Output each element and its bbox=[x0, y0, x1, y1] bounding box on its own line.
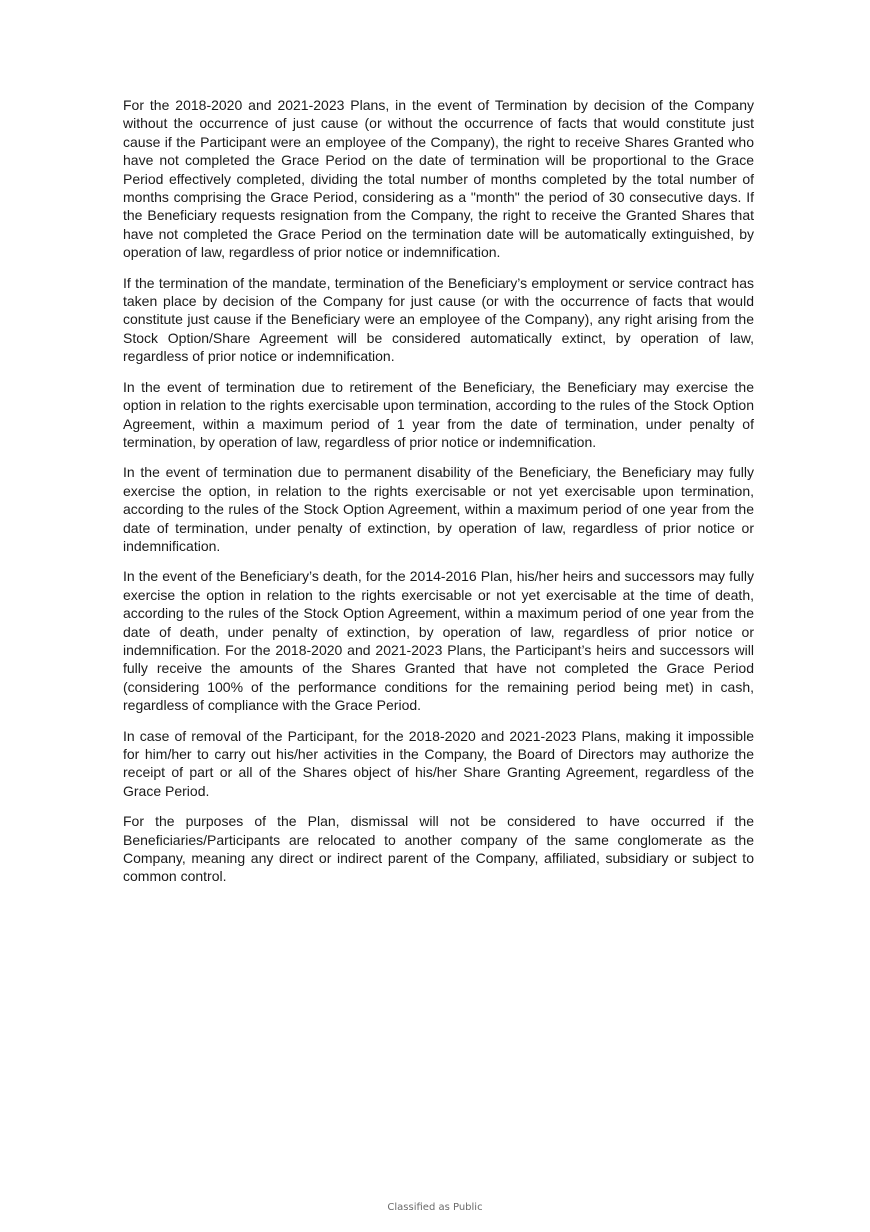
paragraph-permanent-disability: In the event of termination due to permanent disability of the Beneficiary, the Beneficiary may fully exercise the option, in relation to the rights exercisable or not yet exercisable upon termination, according to the rules of the Stock Option Agreement, within a maximum period of one year from the date of termination, under penalty of extinction, by operation of law, regardless of prior notice or indemnification. bbox=[123, 464, 754, 554]
paragraph-retirement: In the event of termination due to retirement of the Beneficiary, the Beneficiary may exercise the option in relation to the rights exercisable upon termination, according to the rules of the Stock Option Agreement, within a maximum period of 1 year from the date of termination, under penalty of termination, by operation of law, regardless of prior notice or indemnification. bbox=[123, 378, 754, 450]
paragraph-termination-for-cause: If the termination of the mandate, termination of the Beneficiary’s employment or service contract has taken place by decision of the Company for just cause (or with the occurrence of facts that would constitute just cause if the Beneficiary were an employee of the Company), any right arising from the Stock Option/Share Agreement will be considered automatically extinct, by operation of law, regardless of prior notice or indemnification. bbox=[123, 274, 754, 365]
paragraph-dismissal-relocation: For the purposes of the Plan, dismissal will not be considered to have occurred if the Beneficiaries/Participants are relocated to another company of the same conglomerate as the Company, meaning any direct or indirect parent of the Company, affiliated, subsidiary or subject to common control. bbox=[123, 813, 754, 885]
document-body bbox=[123, 96, 754, 898]
classification-footer: Classified as Public bbox=[387, 1202, 483, 1213]
paragraph-removal: In case of removal of the Participant, for the 2018-2020 and 2021-2023 Plans, making it impossible for him/her to carry out his/her activities in the Company, the Board of Directors may authorize the receipt of part or all of the Shares object of his/her Share Granting Agreement, regardless of the Grace Period. bbox=[123, 727, 754, 799]
paragraph-death: In the event of the Beneficiary’s death, for the 2014-2016 Plan, his/her heirs and successors may fully exercise the option in relation to the rights exercisable or not yet exercisable at the time of death, according to the rules of the Stock Option Agreement, within a maximum period of one year from the date of death, under penalty of extinction, by operation of law, regardless of prior notice or indemnification. For the 2018-2020 and 2021-2023 Plans, the Participant’s heirs and successors will fully receive the amounts of the Shares Granted that have not completed the Grace Period (considering 100% of the performance conditions for the remaining period being met) in cash, regardless of compliance with the Grace Period. bbox=[123, 568, 754, 714]
paragraph-termination-without-cause: For the 2018-2020 and 2021-2023 Plans, in the event of Termination by decision of the Company without the occurrence of just cause (or without the occurrence of facts that would constitute just cause if the Participant were an employee of the Company), the right to receive Shares Granted who have not completed the Grace Period on the date of termination will be proportional to the Grace Period effectively completed, dividing the total number of months completed by the total number of months comprising the Grace Period, considering as a "month" the period of 30 consecutive days. If the Beneficiary requests resignation from the Company, the right to receive the Granted Shares that have not completed the Grace Period on the termination date will be automatically extinguished, by operation of law, regardless of prior notice or indemnification. bbox=[123, 97, 754, 261]
